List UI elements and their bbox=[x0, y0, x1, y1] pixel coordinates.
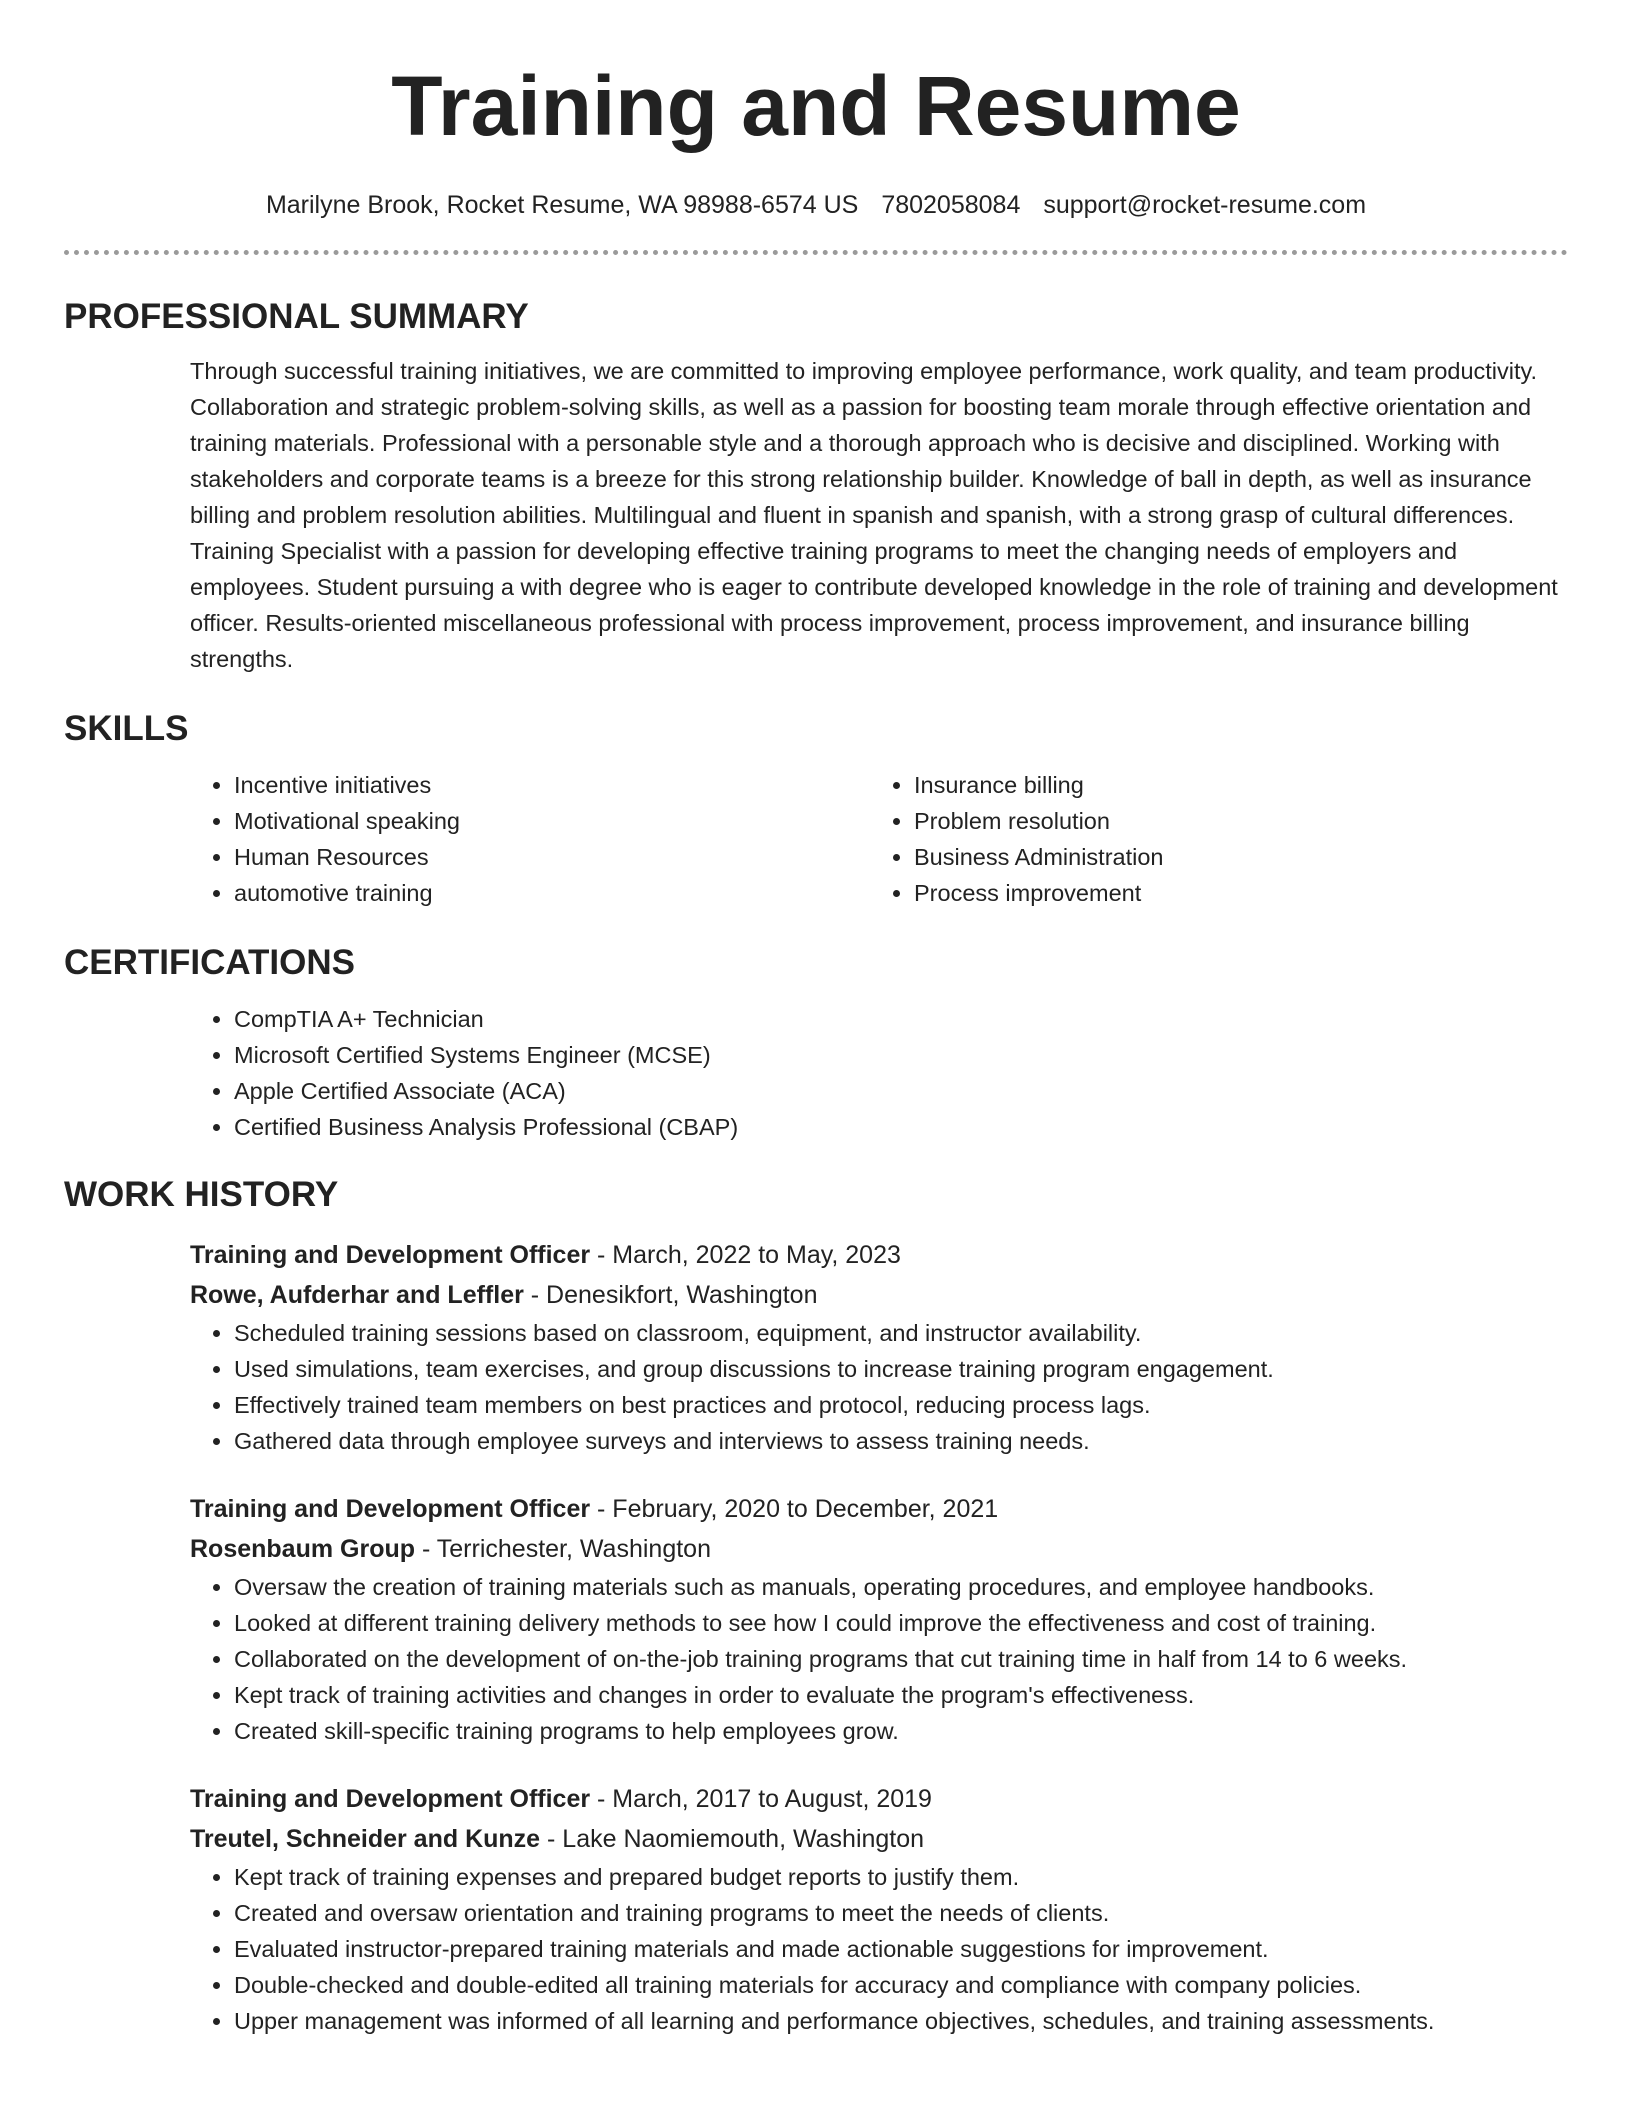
certification-item: • Apple Certified Associate (ACA) bbox=[234, 1073, 1568, 1109]
job-duty-item: • Effectively trained team members on best practices and protocol, reducing process lags. bbox=[234, 1387, 1568, 1423]
certification-item: • CompTIA A+ Technician bbox=[234, 1001, 1568, 1037]
contact-address: Marilyne Brook, Rocket Resume, WA 98988-6574 US bbox=[265, 191, 859, 219]
certifications-list bbox=[190, 1001, 1568, 1145]
job-location: - Terrichester, Washington bbox=[415, 1535, 711, 1563]
certification-item: • Certified Business Analysis Professional (CBAP) bbox=[234, 1109, 1568, 1145]
skills-list-right bbox=[870, 767, 1550, 911]
job-entry bbox=[190, 1235, 1568, 1459]
skill-item: • Motivational speaking bbox=[234, 803, 870, 839]
job-entry bbox=[190, 1489, 1568, 1749]
certification-item: • Microsoft Certified Systems Engineer (MCSE) bbox=[234, 1037, 1568, 1073]
skills-heading: SKILLS bbox=[64, 709, 189, 748]
job-duty-item: • Kept track of training activities and changes in order to evaluate the program's effectiveness. bbox=[234, 1677, 1568, 1713]
job-role: Training and Development Officer bbox=[190, 1241, 591, 1269]
header-divider bbox=[64, 250, 1568, 255]
skill-item: • Insurance billing bbox=[914, 767, 1550, 803]
job-dates: - March, 2017 to August, 2019 bbox=[590, 1785, 932, 1813]
skill-item: • Process improvement bbox=[914, 875, 1550, 911]
job-company-line bbox=[190, 1529, 1568, 1569]
contact-email: support@rocket-resume.com bbox=[1043, 191, 1367, 219]
job-duty-item: • Created and oversaw orientation and training programs to meet the needs of clients. bbox=[234, 1895, 1568, 1931]
job-company: Rowe, Aufderhar and Leffler bbox=[190, 1281, 524, 1309]
job-dates: - February, 2020 to December, 2021 bbox=[590, 1495, 999, 1523]
skills-grid bbox=[190, 767, 1568, 911]
skill-item: • Human Resources bbox=[234, 839, 870, 875]
job-company: Rosenbaum Group bbox=[190, 1535, 416, 1563]
skill-item: • automotive training bbox=[234, 875, 870, 911]
job-duty-item: • Collaborated on the development of on-the-job training programs that cut training time in half from 14 to 6 weeks. bbox=[234, 1641, 1568, 1677]
job-duty-item: • Kept track of training expenses and prepared budget reports to justify them. bbox=[234, 1859, 1568, 1895]
skills-column-left bbox=[190, 767, 870, 911]
job-duties-list bbox=[190, 1859, 1568, 2039]
contact-phone: 7802058084 bbox=[881, 191, 1021, 219]
job-entry bbox=[190, 1779, 1568, 2039]
contact-line bbox=[64, 188, 1568, 222]
job-company-line bbox=[190, 1275, 1568, 1315]
job-title-line bbox=[190, 1235, 1568, 1275]
certifications-section bbox=[64, 941, 1568, 1145]
job-duty-item: • Created skill-specific training programs to help employees grow. bbox=[234, 1713, 1568, 1749]
job-duty-item: • Upper management was informed of all learning and performance objectives, schedules, and training assessments. bbox=[234, 2003, 1568, 2039]
work-history-section bbox=[64, 1173, 1568, 2039]
job-duty-item: • Looked at different training delivery methods to see how I could improve the effectiveness and cost of training. bbox=[234, 1605, 1568, 1641]
work-history-heading: WORK HISTORY bbox=[64, 1175, 339, 1214]
job-duty-item: • Used simulations, team exercises, and group discussions to increase training program engagement. bbox=[234, 1351, 1568, 1387]
job-role: Training and Development Officer bbox=[190, 1785, 591, 1813]
skills-list-left bbox=[190, 767, 870, 911]
skill-item: • Incentive initiatives bbox=[234, 767, 870, 803]
job-duty-item: • Gathered data through employee surveys and interviews to assess training needs. bbox=[234, 1423, 1568, 1459]
summary-heading: PROFESSIONAL SUMMARY bbox=[64, 297, 529, 336]
job-role: Training and Development Officer bbox=[190, 1495, 591, 1523]
job-duty-item: • Scheduled training sessions based on classroom, equipment, and instructor availability. bbox=[234, 1315, 1568, 1351]
summary-section bbox=[64, 295, 1568, 677]
summary-text: Through successful training initiatives, we are committed to improving employee performance, work quality, and team productivity. Collaboration and strategic problem-solving skills, as well as a passion for boosting team morale through effective orientation and training materials. Professional with a personable style and a thorough approach who is decisive and disciplined. Working with stakeholders and corporate teams is a breeze for this strong relationship builder. Knowledge of ball in depth, as well as insurance billing and problem resolution abilities. Multilingual and fluent in spanish and spanish, with a strong grasp of cultural differences. Training Specialist with a passion for developing effective training programs to meet the changing needs of employers and employees. Student pursuing a with degree who is eager to contribute developed knowledge in the role of training and development officer. Results-oriented miscellaneous professional with process improvement, process improvement, and insurance billing strengths. bbox=[190, 358, 1558, 672]
skills-section bbox=[64, 707, 1568, 911]
job-company: Treutel, Schneider and Kunze bbox=[190, 1825, 541, 1853]
skills-column-right bbox=[870, 767, 1550, 911]
certifications-heading: CERTIFICATIONS bbox=[64, 943, 356, 982]
skill-item: • Problem resolution bbox=[914, 803, 1550, 839]
resume-title: Training and Resume bbox=[391, 59, 1241, 153]
job-company-line bbox=[190, 1819, 1568, 1859]
job-location: - Denesikfort, Washington bbox=[523, 1281, 818, 1309]
job-duties-list bbox=[190, 1315, 1568, 1459]
job-duties-list bbox=[190, 1569, 1568, 1749]
job-duty-item: • Double-checked and double-edited all training materials for accuracy and compliance with company policies. bbox=[234, 1967, 1568, 2003]
job-location: - Lake Naomiemouth, Washington bbox=[540, 1825, 925, 1853]
job-duty-item: • Oversaw the creation of training materials such as manuals, operating procedures, and employee handbooks. bbox=[234, 1569, 1568, 1605]
job-duty-item: • Evaluated instructor-prepared training materials and made actionable suggestions for improvement. bbox=[234, 1931, 1568, 1967]
job-title-line bbox=[190, 1489, 1568, 1529]
job-title-line bbox=[190, 1779, 1568, 1819]
certifications-list-wrap bbox=[190, 1001, 1568, 1145]
skill-item: • Business Administration bbox=[914, 839, 1550, 875]
job-dates: - March, 2022 to May, 2023 bbox=[590, 1241, 901, 1269]
